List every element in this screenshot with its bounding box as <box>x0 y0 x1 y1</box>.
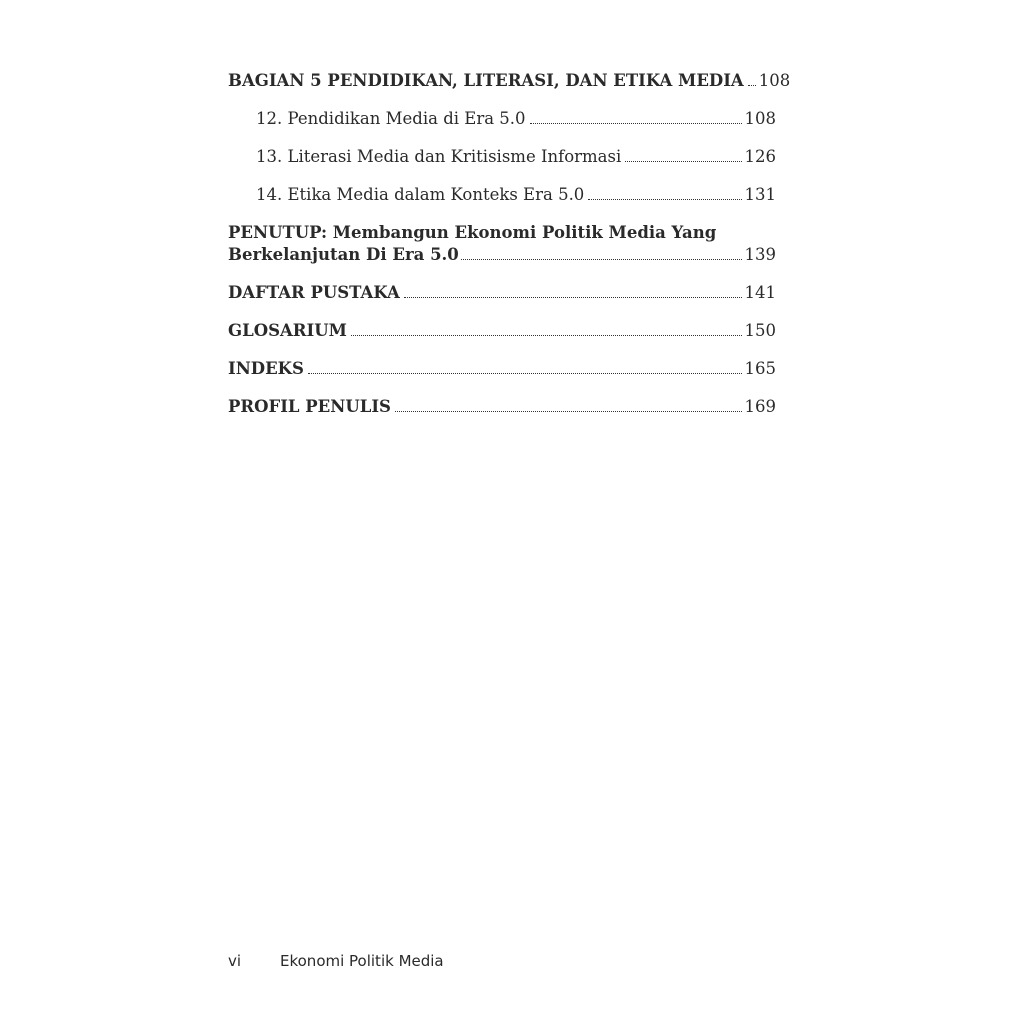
toc-entry-page: 139 <box>744 245 776 264</box>
dot-leader <box>404 297 742 298</box>
dot-leader <box>395 411 742 412</box>
toc-entry-page: 169 <box>744 397 776 416</box>
dot-leader <box>625 161 741 162</box>
toc-entry-page: 150 <box>744 321 776 340</box>
toc-entry-page: 126 <box>744 147 776 166</box>
toc-entry-profil-penulis[interactable] <box>228 396 776 418</box>
toc-entry-page: 165 <box>744 359 776 378</box>
dot-leader <box>351 335 742 336</box>
toc-entry-penutup[interactable] <box>228 222 776 266</box>
dot-leader <box>748 85 756 86</box>
toc-entry-page: 131 <box>744 185 776 204</box>
dot-leader <box>588 199 741 200</box>
toc-entry-chapter-14[interactable] <box>228 184 776 206</box>
toc-entry-title: DAFTAR PUSTAKA <box>228 283 400 302</box>
toc-entry-title-line1: PENUTUP: Membangun Ekonomi Politik Media Yang <box>228 223 717 242</box>
dot-leader <box>530 123 742 124</box>
footer-book-title: Ekonomi Politik Media <box>280 952 444 970</box>
page-footer <box>228 952 444 970</box>
dot-leader <box>461 259 742 260</box>
toc-entry-title: PROFIL PENULIS <box>228 397 391 416</box>
toc-entry-title: BAGIAN 5 PENDIDIKAN, LITERASI, DAN ETIKA MEDIA <box>228 71 744 90</box>
toc-entry-daftar-pustaka[interactable] <box>228 282 776 304</box>
toc-entry-title: 14. Etika Media dalam Konteks Era 5.0 <box>256 185 585 204</box>
toc-entry-title: 13. Literasi Media dan Kritisisme Informasi <box>256 147 622 166</box>
toc-entry-page: 108 <box>758 71 791 90</box>
toc-entry-page: 108 <box>744 109 776 128</box>
toc-entry-chapter-12[interactable] <box>228 108 776 130</box>
footer-page-number: vi <box>228 952 242 970</box>
toc-entry-indeks[interactable] <box>228 358 776 380</box>
toc-entry-title: GLOSARIUM <box>228 321 347 340</box>
toc-entry-title: INDEKS <box>228 359 304 378</box>
table-of-contents <box>228 70 791 434</box>
toc-entry-glosarium[interactable] <box>228 320 776 342</box>
toc-entry-page: 141 <box>744 283 776 302</box>
dot-leader <box>308 373 742 374</box>
toc-entry-chapter-13[interactable] <box>228 146 776 168</box>
toc-entry-bagian-5[interactable] <box>228 70 791 92</box>
toc-entry-title-line2: Berkelanjutan Di Era 5.0 <box>228 245 459 264</box>
toc-entry-title: 12. Pendidikan Media di Era 5.0 <box>256 109 526 128</box>
